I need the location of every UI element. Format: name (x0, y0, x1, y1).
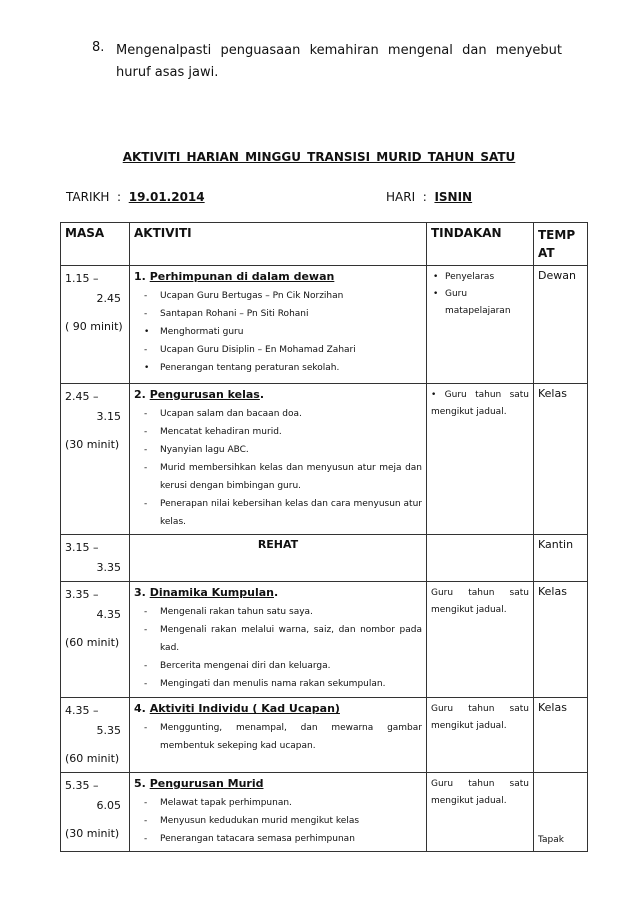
table-row (61, 266, 588, 384)
item-marker: • (144, 327, 150, 337)
masa-start: 4.35 – (65, 704, 99, 717)
item-marker: - (144, 798, 148, 808)
item-text: Menghormati guru (160, 327, 244, 337)
activity-item (134, 405, 422, 423)
tindakan-text: Guru tahun satu mengikut jadual. (431, 390, 530, 417)
header-tindakan: TINDAKAN (427, 223, 534, 266)
activity-title-text: Perhimpunan di dalam dewan (149, 270, 335, 283)
item-marker: - (144, 291, 148, 301)
masa-duration: (30 minit) (65, 438, 120, 451)
activity-item (134, 323, 422, 341)
masa-start: 3.35 – (65, 588, 99, 601)
tindakan-text: Guru tahun satu mengikut jadual. (431, 588, 529, 615)
item-text: Ucapan Guru Bertugas – Pn Cik Norzihan (160, 291, 344, 301)
masa-end: 2.45 (96, 292, 121, 305)
masa-start: 3.15 – (65, 541, 99, 554)
activity-item (134, 423, 422, 441)
cell-tindakan (427, 266, 534, 384)
item-text: Mengingati dan menulis nama rakan sekumpulan. (160, 679, 386, 689)
cell-aktiviti (130, 266, 427, 384)
item-marker: - (144, 463, 148, 473)
tindakan-item (431, 701, 529, 735)
activity-item (134, 305, 422, 323)
day-value: ISNIN (434, 190, 473, 204)
item-text: Mengenali rakan melalui warna, saiz, dan nombor pada kad. (160, 625, 422, 653)
masa-end: 6.05 (96, 799, 121, 812)
activity-number: 4. (134, 702, 146, 715)
cell-aktiviti (130, 384, 427, 535)
item-marker: - (144, 679, 148, 689)
item-text: Mencatat kehadiran murid. (160, 427, 282, 437)
activity-item (134, 675, 422, 693)
masa-end: 4.35 (96, 608, 121, 621)
item-text: Melawat tapak perhimpunan. (160, 798, 292, 808)
cell-tempat: Kelas (534, 384, 588, 535)
item-text: Bercerita mengenai diri dan keluarga. (160, 661, 331, 671)
item-text: Mengenali rakan tahun satu saya. (160, 607, 313, 617)
item-text: Ucapan Guru Disiplin – En Mohamad Zahari (160, 345, 356, 355)
activity-number: 5. (134, 777, 146, 790)
item-text: Penerapan nilai kebersihan kelas dan cara menyusun atur kelas. (160, 499, 422, 527)
activity-item (134, 621, 422, 657)
cell-masa (61, 384, 130, 535)
activity-item (134, 459, 422, 495)
activity-item (134, 287, 422, 305)
item-marker: - (144, 409, 148, 419)
item-marker: - (144, 309, 148, 319)
item-marker: - (144, 607, 148, 617)
masa-duration: (60 minit) (65, 752, 120, 765)
activity-item (134, 603, 422, 621)
item-marker: - (144, 816, 148, 826)
cell-tempat: Tapak (534, 773, 588, 852)
header-tempat: TEMPAT (534, 223, 588, 266)
masa-duration: (60 minit) (65, 636, 120, 649)
cell-aktiviti (130, 582, 427, 698)
day-line (386, 190, 472, 204)
cell-tempat: Dewan (534, 266, 588, 384)
schedule-rows (61, 266, 588, 852)
activity-title-suffix: . (259, 388, 265, 401)
cell-tindakan (427, 773, 534, 852)
activity-items (134, 603, 422, 693)
masa-end: 5.35 (96, 724, 121, 737)
cell-masa (61, 266, 130, 384)
tindakan-item: • Guru matapelajaran (433, 289, 511, 316)
intro-number: 8. (92, 40, 105, 55)
tindakan-item: • Penyelaras (433, 272, 495, 282)
activity-title (134, 387, 422, 403)
table-row (61, 582, 588, 698)
item-text: Nyanyian lagu ABC. (160, 445, 249, 455)
activity-items (134, 405, 422, 531)
masa-start: 1.15 – (65, 272, 99, 285)
activity-title (134, 269, 422, 285)
item-marker: - (144, 834, 148, 844)
activity-number: 2. (134, 388, 146, 401)
cell-tindakan (427, 384, 534, 535)
cell-masa (61, 535, 130, 582)
masa-duration: ( 90 minit) (65, 320, 123, 333)
tindakan-item (431, 776, 529, 810)
activity-item (134, 719, 422, 755)
cell-tindakan (427, 535, 534, 582)
schedule-table (60, 222, 588, 852)
activity-item (134, 441, 422, 459)
tindakan-text: Guru tahun satu mengikut jadual. (431, 779, 529, 806)
activity-item (134, 359, 422, 377)
cell-masa (61, 582, 130, 698)
cell-masa (61, 773, 130, 852)
activity-item (134, 341, 422, 359)
tindakan-text: Penyelaras (445, 272, 495, 282)
activity-item (134, 830, 422, 848)
activity-items (134, 287, 422, 377)
item-text: Santapan Rohani – Pn Siti Rohani (160, 309, 309, 319)
date-value: 19.01.2014 (128, 190, 205, 204)
masa-end: 3.15 (96, 410, 121, 423)
item-marker: - (144, 723, 148, 733)
activity-title (134, 776, 422, 792)
table-row (61, 384, 588, 535)
activity-item (134, 657, 422, 675)
header-masa: MASA (61, 223, 130, 266)
item-marker: - (144, 345, 148, 355)
day-label: HARI (386, 190, 416, 204)
item-marker: - (144, 661, 148, 671)
activity-title (134, 701, 422, 717)
table-row (61, 698, 588, 773)
item-marker: - (144, 625, 148, 635)
activity-item (134, 812, 422, 830)
date-separator: : (117, 190, 122, 204)
activity-title-text: Dinamika Kumpulan (149, 586, 274, 599)
item-marker: - (144, 445, 148, 455)
date-line (66, 190, 205, 204)
cell-tempat: Kantin (534, 535, 588, 582)
tindakan-text: Guru tahun satu mengikut jadual. (431, 704, 529, 731)
activity-item (134, 495, 422, 531)
tindakan-item: • Guru tahun satu mengikut jadual. (431, 390, 530, 417)
table-row (61, 535, 588, 582)
item-text: Ucapan salam dan bacaan doa. (160, 409, 302, 419)
item-text: Penerangan tatacara semasa perhimpunan (160, 834, 355, 844)
activity-title-text: Pengurusan kelas (149, 388, 260, 401)
item-marker: - (144, 427, 148, 437)
item-text: Menggunting, menampal, dan mewarna gambar membentuk sekeping kad ucapan. (160, 723, 422, 751)
day-separator: : (422, 190, 427, 204)
masa-duration: (30 minit) (65, 827, 120, 840)
masa-start: 2.45 – (65, 390, 99, 403)
masa-end: 3.35 (96, 561, 121, 574)
tindakan-text: Guru matapelajaran (445, 289, 511, 316)
cell-aktiviti (130, 773, 427, 852)
cell-tempat: Kelas (534, 698, 588, 773)
activity-items (134, 794, 422, 848)
item-text: Murid membersihkan kelas dan menyusun atur meja dan kerusi dengan bimbingan guru. (160, 463, 422, 491)
cell-tindakan (427, 582, 534, 698)
document-title: AKTIVITI HARIAN MINGGU TRANSISI MURID TAHUN SATU (122, 150, 516, 164)
table-row (61, 773, 588, 852)
activity-title-text: Pengurusan Murid (149, 777, 264, 790)
activity-item (134, 794, 422, 812)
activity-number: 1. (134, 270, 146, 283)
activity-number: 3. (134, 586, 146, 599)
date-label: TARIKH (66, 190, 110, 204)
activity-title (134, 585, 422, 601)
item-text: Menyusun kedudukan murid mengikut kelas (160, 816, 360, 826)
masa-start: 5.35 – (65, 779, 99, 792)
intro-text: Mengenalpasti penguasaan kemahiran mengenal dan menyebut huruf asas jawi. (116, 43, 562, 80)
activity-title-text: Aktiviti Individu ( Kad Ucapan) (149, 702, 340, 715)
activity-title-suffix: . (274, 586, 279, 599)
table-header-row (61, 223, 588, 266)
tindakan-item (431, 585, 529, 619)
cell-masa (61, 698, 130, 773)
cell-tindakan (427, 698, 534, 773)
activity-items (134, 719, 422, 755)
item-marker: • (144, 363, 150, 373)
cell-rehat: REHAT (130, 535, 427, 582)
cell-tempat: Kelas (534, 582, 588, 698)
cell-aktiviti (130, 698, 427, 773)
item-marker: - (144, 499, 148, 509)
header-aktiviti: AKTIVITI (130, 223, 427, 266)
item-text: Penerangan tentang peraturan sekolah. (160, 363, 340, 373)
